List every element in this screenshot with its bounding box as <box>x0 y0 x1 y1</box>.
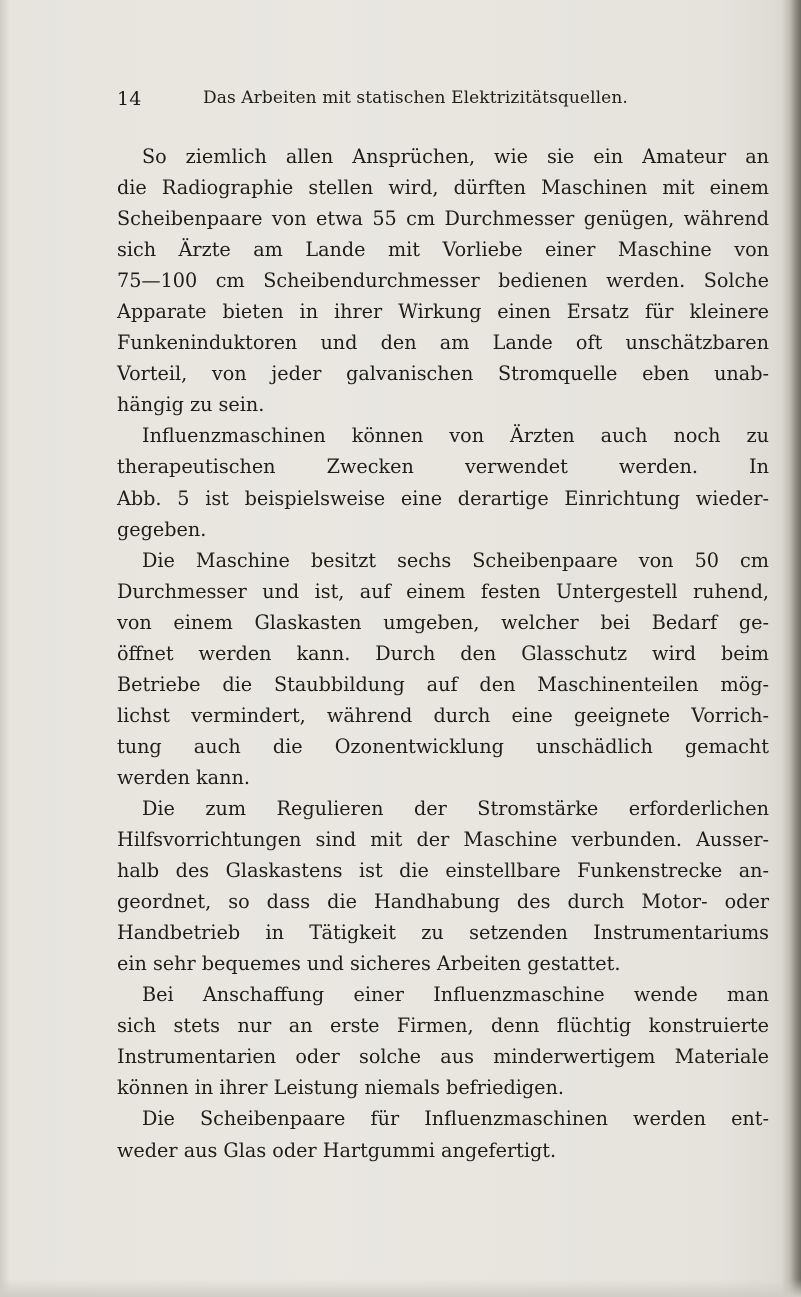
text-line: sich Ärzte am Lande mit Vorliebe einer Maschine von <box>117 238 769 262</box>
text-line: gegeben. <box>117 517 207 541</box>
text-line: sich stets nur an erste Firmen, denn flüchtig konstruierte <box>117 1014 769 1038</box>
text-line: Influenzmaschinen können von Ärzten auch noch zu <box>142 424 769 448</box>
text-line: Die Maschine besitzt sechs Scheibenpaare von 50 cm <box>142 548 769 572</box>
running-title: Das Arbeiten mit statischen Elektrizitätsquellen. <box>203 88 628 108</box>
text-line: öffnet werden kann. Durch den Glasschutz wird beim <box>117 641 769 665</box>
text-line: So ziemlich allen Ansprüchen, wie sie ein Amateur an <box>142 145 769 168</box>
text-line: Scheibenpaare von etwa 55 cm Durchmesser genügen, während <box>117 207 769 231</box>
text-line: können in ihrer Leistung niemals befriedigen. <box>117 1076 564 1100</box>
text-line: 75—100 cm Scheibendurchmesser bedienen werden. Solche <box>117 269 769 293</box>
text-line: Handbetrieb in Tätigkeit zu setzenden Instrumentariums <box>117 921 769 945</box>
page-right-edge-shadow <box>781 0 801 1297</box>
text-line: Instrumentarien oder solche aus minderwertigem Materiale <box>117 1045 769 1069</box>
text-line: hängig zu sein. <box>117 393 265 417</box>
text-line: von einem Glaskasten umgeben, welcher bei Bedarf ge- <box>117 610 769 634</box>
page-number: 14 <box>117 88 142 110</box>
text-line: die Radiographie stellen wird, dürften Maschinen mit einem <box>117 176 769 200</box>
text-line: Vorteil, von jeder galvanischen Stromquelle eben unab- <box>117 362 769 386</box>
text-line: Bei Anschaffung einer Influenzmaschine wende man <box>142 983 769 1007</box>
text-line: weder aus Glas oder Hartgummi angefertigt. <box>117 1138 557 1162</box>
page-left-shadow <box>0 0 10 1297</box>
text-line: werden kann. <box>117 765 250 789</box>
text-line: Durchmesser und ist, auf einem festen Untergestell ruhend, <box>117 579 769 603</box>
text-line: halb des Glaskastens ist die einstellbare Funkenstrecke an- <box>117 859 769 883</box>
page-bottom-shadow <box>0 1279 801 1297</box>
text-line: Apparate bieten in ihrer Wirkung einen Ersatz für kleinere <box>117 300 769 324</box>
text-line: Abb. 5 ist beispielsweise eine derartige Einrichtung wieder- <box>117 486 769 510</box>
text-line: Die Scheibenpaare für Influenzmaschinen werden ent- <box>142 1107 769 1131</box>
text-line: tung auch die Ozonentwicklung unschädlich gemacht <box>117 734 769 758</box>
body-text <box>117 141 769 1166</box>
text-line: geordnet, so dass die Handhabung des durch Motor- oder <box>117 890 769 914</box>
text-line: ein sehr bequemes und sicheres Arbeiten gestattet. <box>117 952 621 976</box>
text-line: Betriebe die Staubbildung auf den Maschinenteilen mög- <box>117 672 769 696</box>
text-line: Hilfsvorrichtungen sind mit der Maschine verbunden. Ausser- <box>117 828 769 852</box>
text-line: Die zum Regulieren der Stromstärke erforderlichen <box>142 796 769 820</box>
text-line: Funkeninduktoren und den am Lande oft unschätzbaren <box>117 331 769 355</box>
text-line: lichst vermindert, während durch eine geeignete Vorrich- <box>117 703 769 727</box>
running-header <box>117 86 777 112</box>
text-line: therapeutischen Zwecken verwendet werden. In <box>117 455 769 479</box>
